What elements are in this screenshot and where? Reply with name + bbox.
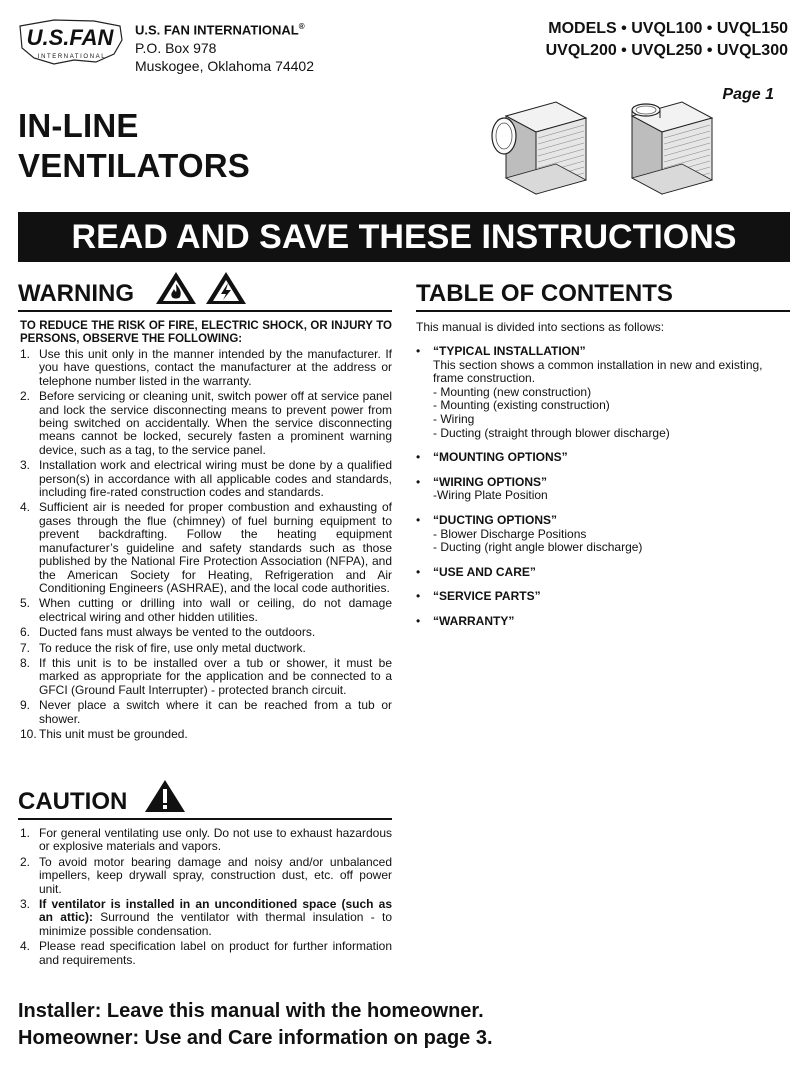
warning-lead: TO REDUCE THE RISK OF FIRE, ELECTRIC SHOCK, OR INJURY TO PERSONS, OBSERVE THE FOLLOWING: <box>20 320 392 345</box>
caution-list <box>20 827 392 969</box>
item-number: 1. <box>20 826 31 840</box>
electric-shock-icon <box>204 270 248 306</box>
item-number: 8. <box>20 655 31 670</box>
toc-item <box>416 615 792 629</box>
item-number: 2. <box>20 854 31 869</box>
toc-item-title: “USE AND CARE” <box>433 564 536 579</box>
item-text: Never place a switch where it can be reached from a tub or shower. <box>39 698 392 726</box>
item-text: If this unit is to be installed over a tub or shower, it must be marked as appropriate for the application and be connected to a GFCI (Ground Fault Interrupter) - protected branch circuit. <box>39 655 392 697</box>
bullet: • <box>416 474 421 489</box>
logo-subtext: INTERNATIONAL <box>37 54 107 60</box>
toc-item-line: -Wiring Plate Position <box>433 488 548 503</box>
warning-item <box>20 459 392 499</box>
footer-notice <box>18 998 493 1052</box>
address-line1: P.O. Box 978 <box>135 40 217 57</box>
ventilator-illustration-straight <box>484 98 596 198</box>
ventilator-illustration-right-angle <box>610 98 722 198</box>
item-number: 6. <box>20 625 31 640</box>
item-number: 7. <box>20 640 31 655</box>
models-line2: UVQL200 • UVQL250 • UVQL300 <box>545 42 788 59</box>
models-list <box>546 18 788 62</box>
bullet: • <box>416 450 421 465</box>
toc-item <box>416 345 792 440</box>
toc-item-line: - Wiring <box>433 411 475 426</box>
warning-list <box>20 348 392 743</box>
toc-item-line: - Ducting (straight through blower discharge) <box>433 425 670 440</box>
address-line2: Muskogee, Oklahoma 74402 <box>135 58 314 75</box>
item-text: To reduce the risk of fire, use only metal ductwork. <box>39 640 306 655</box>
item-text: Before servicing or cleaning unit, switch power off at service panel and lock the service disconnecting means to prevent power from being switched on accidentally. When the service disconnecting means cannot be locked, securely fasten a prominent warning device, such as a tag, to the service panel. <box>39 389 392 457</box>
caution-heading: CAUTION <box>18 788 128 815</box>
warning-item <box>20 642 392 655</box>
item-number: 9. <box>20 698 31 713</box>
item-text: Sufficient air is needed for proper combustion and exhausting of gases through the flue (chimney) of fuel burning equipment to prevent backdrafting. Follow the heating equipment manufacturer’s guideline and safety standards such as those published by the National Fire Protection Association (NFPA), and the American Society for Heating, Refrigeration and Air Conditioning Engineers (ASHRAE), and the local code authorities. <box>39 500 392 595</box>
item-text: Surround the ventilator with thermal insulation - to minimize possible condensation. <box>39 910 392 938</box>
bullet: • <box>416 589 421 604</box>
toc-item-title: “TYPICAL INSTALLATION” <box>433 344 586 358</box>
toc-item-line: - Mounting (existing construction) <box>433 398 610 413</box>
fire-hazard-icon <box>154 270 198 306</box>
warning-item <box>20 699 392 726</box>
toc-item <box>416 566 792 580</box>
toc-rule <box>416 310 790 312</box>
footer-line1: Installer: Leave this manual with the homeowner. <box>18 1000 484 1022</box>
warning-item <box>20 728 392 741</box>
toc-item-title: “WARRANTY” <box>433 613 515 628</box>
bullet: • <box>416 564 421 579</box>
warning-item <box>20 390 392 457</box>
document-title <box>18 106 250 186</box>
caution-item <box>20 898 392 938</box>
company-name: U.S. FAN INTERNATIONAL® <box>135 22 305 38</box>
toc-item <box>416 514 792 555</box>
toc-item-title: “SERVICE PARTS” <box>433 589 541 604</box>
caution-exclamation-icon <box>143 778 187 814</box>
caution-rule <box>18 818 392 820</box>
item-number: 5. <box>20 596 31 611</box>
warning-rule <box>18 310 392 312</box>
item-number: 4. <box>20 500 31 515</box>
toc-item-title: “WIRING OPTIONS” <box>433 474 547 489</box>
toc-item <box>416 451 792 465</box>
toc-item-title: “DUCTING OPTIONS” <box>433 512 558 527</box>
usfan-logo <box>14 18 126 68</box>
title-line2: VENTILATORS <box>18 147 250 184</box>
item-text: Use this unit only in the manner intended by the manufacturer. If you have questions, contact the manufacturer at the address or telephone number listed in the warranty. <box>39 347 392 388</box>
item-bold-text: If ventilator is installed in an unconditioned space (such as an attic): <box>39 897 392 925</box>
warning-item <box>20 501 392 595</box>
caution-item <box>20 827 392 854</box>
item-number: 4. <box>20 939 31 954</box>
toc-item-line: - Mounting (new construction) <box>433 384 592 399</box>
item-number: 10. <box>20 726 37 741</box>
toc-item <box>416 476 792 503</box>
item-text: Ducted fans must always be vented to the outdoors. <box>39 625 316 640</box>
title-line1: IN-LINE <box>18 107 139 144</box>
bullet: • <box>416 344 421 358</box>
logo-text: U.S.FAN <box>26 25 114 50</box>
toc-list <box>416 345 792 640</box>
toc-item-line: This section shows a common installation in new and existing, frame construction. <box>433 357 763 386</box>
warning-heading: WARNING <box>18 280 134 307</box>
toc-item-title: “MOUNTING OPTIONS” <box>433 450 568 465</box>
models-line1: MODELS • UVQL100 • UVQL150 <box>548 20 788 37</box>
item-number: 3. <box>20 897 31 912</box>
item-text: Installation work and electrical wiring must be done by a qualified person(s) in accordance with all applicable codes and standards, including fire-rated construction codes and standards. <box>39 458 392 500</box>
bullet: • <box>416 512 421 527</box>
toc-intro: This manual is divided into sections as follows: <box>416 320 665 334</box>
toc-item <box>416 590 792 604</box>
item-text: When cutting or drilling into wall or ceiling, do not damage electrical wiring and other hidden utilities. <box>39 596 392 624</box>
toc-item-line: - Blower Discharge Positions <box>433 526 587 541</box>
warning-item <box>20 597 392 624</box>
item-number: 2. <box>20 389 31 404</box>
bullet: • <box>416 613 421 628</box>
read-and-save-banner: READ AND SAVE THESE INSTRUCTIONS <box>18 212 790 262</box>
warning-item <box>20 657 392 697</box>
item-number: 1. <box>20 347 31 361</box>
item-text: This unit must be grounded. <box>39 726 188 741</box>
warning-item <box>20 626 392 639</box>
page-number: Page 1 <box>722 86 774 103</box>
footer-line2: Homeowner: Use and Care information on page 3. <box>18 1027 493 1049</box>
caution-item <box>20 940 392 967</box>
company-info <box>135 18 314 75</box>
warning-item <box>20 348 392 388</box>
toc-item-line: - Ducting (right angle blower discharge) <box>433 540 643 555</box>
item-text: For general ventilating use only. Do not use to exhaust hazardous or explosive materials and vapors. <box>39 826 392 854</box>
caution-item <box>20 856 392 896</box>
item-number: 3. <box>20 458 31 473</box>
toc-heading: TABLE OF CONTENTS <box>416 280 673 307</box>
item-text: To avoid motor bearing damage and noisy and/or unbalanced impellers, keep drywall spray, construction dust, etc. off power unit. <box>39 854 392 896</box>
item-text: Please read specification label on product for further information and requirements. <box>39 939 392 967</box>
